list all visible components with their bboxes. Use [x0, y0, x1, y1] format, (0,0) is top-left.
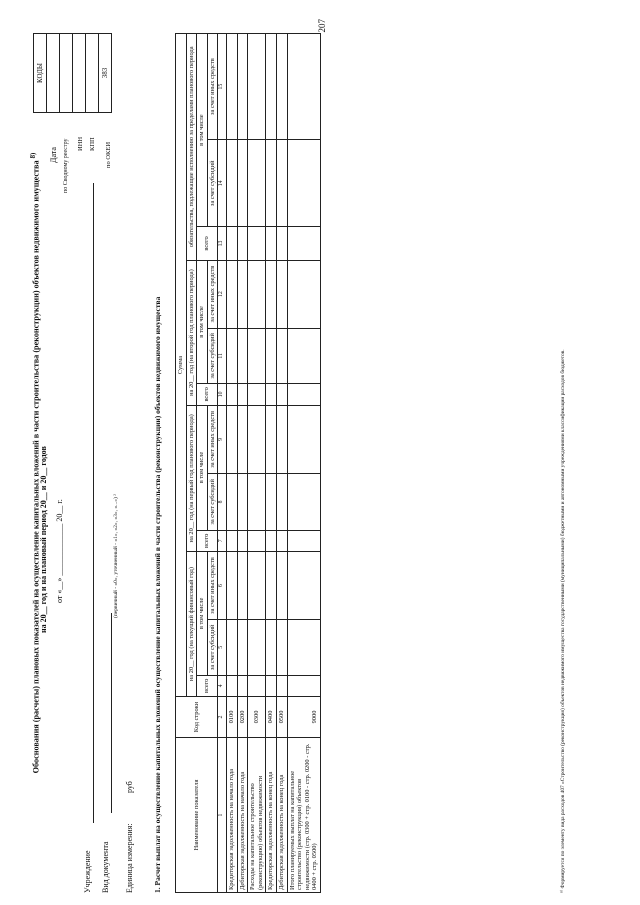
institution-line [93, 183, 94, 823]
value-cell[interactable] [266, 226, 277, 259]
value-cell[interactable] [248, 551, 266, 619]
row-name: Дебиторская задолженность на начало года [237, 737, 248, 892]
institution-label: Учреждение [83, 850, 92, 893]
incl-header: в том числе [197, 33, 208, 226]
other-header: за счет иных средств [207, 260, 218, 328]
value-cell[interactable] [276, 226, 287, 259]
value-cell[interactable] [248, 619, 266, 675]
row-name: Расходы на капитальное строительство (реконструкцию) объектов недвижимости [248, 737, 266, 892]
codes-header: КОДЫ [34, 33, 47, 112]
value-cell[interactable] [287, 473, 320, 529]
value-cell[interactable] [276, 383, 287, 404]
capital-investment-table [175, 33, 321, 893]
value-cell[interactable] [266, 33, 277, 139]
value-cell[interactable] [248, 139, 266, 226]
incl-header: в том числе [197, 551, 208, 675]
value-cell[interactable] [237, 260, 248, 328]
value-cell[interactable] [276, 675, 287, 696]
value-cell[interactable] [226, 139, 237, 226]
period-current: на 20__ год (на текущий финансовый год) [186, 551, 197, 696]
unit-value: руб [125, 780, 134, 793]
title-text: Обоснования (расчеты) плановых показателей на осуществление капитальных вложений в части строительства (реконструкции) объектов недвижимого имущества [31, 159, 41, 773]
value-cell[interactable] [226, 33, 237, 139]
row-code: 0300 [248, 696, 266, 737]
value-cell[interactable] [276, 530, 287, 552]
page-number: 207 [317, 18, 327, 32]
value-cell[interactable] [237, 619, 248, 675]
value-cell[interactable] [237, 675, 248, 696]
value-cell[interactable] [226, 551, 237, 619]
row-code: 9000 [287, 696, 320, 737]
period-beyond: обязательства, подлежащие исполнению за пределами планового периода [186, 33, 197, 260]
footnote: ⁸⁾ Формируется по элементу вида расходов 407 «Строительство (реконструкция) объектов недвижимого имущества государственными (муниципальными) бюджетными и автономными учреждениями классификации расходов бюджетов. [560, 348, 566, 893]
col-number: 10 [218, 383, 227, 404]
col-number: 15 [218, 33, 227, 139]
col-header-name: Наименование показателя [176, 737, 218, 892]
value-cell[interactable] [237, 139, 248, 226]
value-cell[interactable] [226, 328, 237, 384]
row-code: 0100 [226, 696, 237, 737]
col-number: 9 [218, 405, 227, 474]
value-cell[interactable] [276, 551, 287, 619]
row-name: Дебиторская задолженность на конец года [276, 737, 287, 892]
value-cell[interactable] [287, 530, 320, 552]
value-cell[interactable] [226, 226, 237, 259]
value-cell[interactable] [287, 405, 320, 474]
value-cell[interactable] [266, 139, 277, 226]
value-cell[interactable] [276, 139, 287, 226]
col-number: 5 [218, 619, 227, 675]
col-header-sum: Сумма [176, 33, 187, 696]
row-code: 0400 [266, 696, 277, 737]
value-cell[interactable] [237, 383, 248, 404]
value-cell[interactable] [276, 33, 287, 139]
code-okei-cell: 383 [99, 33, 112, 112]
value-cell[interactable] [266, 260, 277, 328]
value-cell[interactable] [276, 260, 287, 328]
table-row [276, 33, 287, 892]
value-cell[interactable] [226, 619, 237, 675]
value-cell[interactable] [266, 473, 277, 529]
doc-type-label: Вид документа [101, 841, 110, 893]
title-footnote-mark: 8) [30, 152, 37, 158]
unit-label: Единица измерения: [125, 822, 134, 893]
value-cell[interactable] [237, 328, 248, 384]
code-label-registry: по Сводному реестру [63, 137, 69, 193]
value-cell[interactable] [226, 675, 237, 696]
value-cell[interactable] [276, 473, 287, 529]
value-cell[interactable] [248, 260, 266, 328]
subsid-header: за счет субсидий [207, 328, 218, 384]
value-cell[interactable] [248, 33, 266, 139]
value-cell[interactable] [266, 530, 277, 552]
row-code: 0500 [276, 696, 287, 737]
col-number: 8 [218, 473, 227, 529]
value-cell[interactable] [266, 405, 277, 474]
value-cell[interactable] [237, 530, 248, 552]
table-row [266, 33, 277, 892]
value-cell[interactable] [226, 530, 237, 552]
value-cell[interactable] [266, 675, 277, 696]
value-cell[interactable] [287, 226, 320, 259]
row-code: 0200 [237, 696, 248, 737]
value-cell[interactable] [287, 619, 320, 675]
code-label-okei: по ОКЕИ [105, 141, 112, 168]
value-cell[interactable] [287, 383, 320, 404]
table-row [237, 33, 248, 892]
value-cell[interactable] [226, 260, 237, 328]
value-cell[interactable] [237, 33, 248, 139]
value-cell[interactable] [237, 473, 248, 529]
total-header: всего [197, 226, 218, 259]
value-cell[interactable] [287, 675, 320, 696]
code-label-inn: ИНН [77, 136, 84, 151]
codes-table [33, 33, 112, 113]
table-row [226, 33, 237, 892]
value-cell[interactable] [248, 226, 266, 259]
value-cell[interactable] [266, 551, 277, 619]
value-cell[interactable] [237, 405, 248, 474]
value-cell[interactable] [237, 226, 248, 259]
value-cell[interactable] [287, 260, 320, 328]
code-kpp-cell [86, 33, 99, 112]
row-name: Кредиторская задолженность на начало года [226, 737, 237, 892]
col-number: 11 [218, 328, 227, 384]
row-name: Итого планируемых выплат на капитальное строительство (реконструкция) объектов недвижимости (стр. 0300 + стр. 0100 - стр. 0200 - стр. 0400 + стр. 0500) [287, 737, 320, 892]
value-cell[interactable] [276, 405, 287, 474]
other-header: за счет иных средств [207, 33, 218, 139]
subsid-header: за счет субсидий [207, 139, 218, 226]
value-cell[interactable] [237, 551, 248, 619]
period-first: на 20__ год (на первый год планового периода) [186, 405, 197, 552]
value-cell[interactable] [266, 383, 277, 404]
col-number: 7 [218, 530, 227, 552]
rotated-page [25, 13, 615, 893]
col-number: 12 [218, 260, 227, 328]
col-number: 14 [218, 139, 227, 226]
code-registry-cell [60, 33, 73, 112]
value-cell[interactable] [287, 33, 320, 139]
value-cell[interactable] [248, 675, 266, 696]
doc-type-line [111, 613, 112, 813]
value-cell[interactable] [248, 328, 266, 384]
value-cell[interactable] [287, 551, 320, 619]
total-header: всего [197, 675, 218, 696]
total-header: всего [197, 383, 218, 404]
incl-header: в том числе [197, 405, 208, 530]
value-cell[interactable] [266, 619, 277, 675]
value-cell[interactable] [266, 328, 277, 384]
subsid-header: за счет субсидий [207, 473, 218, 529]
date-line: от «__» _____________ 20__ г. [55, 498, 64, 603]
value-cell[interactable] [287, 139, 320, 226]
code-label-kpp: КПП [89, 136, 96, 151]
other-header: за счет иных средств [207, 405, 218, 474]
total-header: всего [197, 530, 218, 552]
subsid-header: за счет субсидий [207, 619, 218, 675]
value-cell[interactable] [248, 530, 266, 552]
period-second: на 20__ год (на второй год планового периода) [186, 260, 197, 405]
value-cell[interactable] [276, 619, 287, 675]
col-number: 6 [218, 551, 227, 619]
table-row [287, 33, 320, 892]
value-cell[interactable] [226, 405, 237, 474]
value-cell[interactable] [226, 473, 237, 529]
doc-type-hint: (первичный - «0», уточненный - «1», «2», «3», «...») ² [113, 493, 119, 618]
incl-header: в том числе [197, 260, 208, 384]
value-cell[interactable] [248, 383, 266, 404]
value-cell[interactable] [226, 383, 237, 404]
code-label-date: Дата [49, 146, 58, 163]
row-name: Кредиторская задолженность на конец года [266, 737, 277, 892]
col-number: 4 [218, 675, 227, 696]
table-row [248, 33, 266, 892]
value-cell[interactable] [248, 405, 266, 474]
value-cell[interactable] [248, 473, 266, 529]
col-number: 1 [218, 737, 227, 892]
col-header-code: Код строки [176, 696, 218, 737]
section-title: 1. Расчет выплат на осуществление капитальных вложений осуществление капитальных вложений в части строительства (реконструкции) объектов недвижимого имущества [153, 296, 162, 893]
other-header: за счет иных средств [207, 551, 218, 619]
col-number: 2 [218, 696, 227, 737]
col-number: 13 [218, 226, 227, 259]
code-inn-cell [73, 33, 86, 112]
document-subtitle: на 20__ год и на плановый период 20__ и 20__ годов [39, 445, 48, 633]
value-cell[interactable] [276, 328, 287, 384]
code-date-cell [47, 33, 60, 112]
value-cell[interactable] [287, 328, 320, 384]
